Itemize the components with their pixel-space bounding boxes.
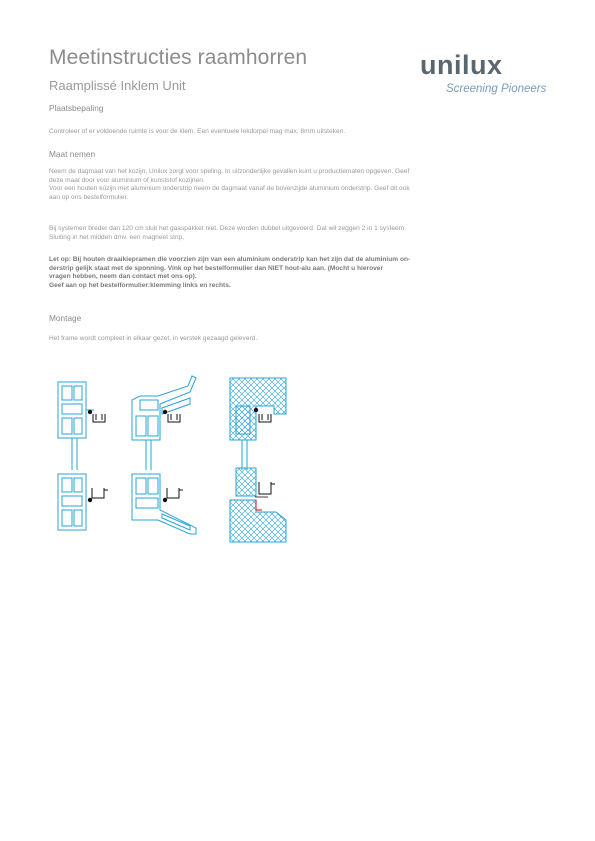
text-line: vragen hebben, neem dan contact met ons op). bbox=[49, 273, 197, 281]
profile-drawings-svg bbox=[50, 370, 300, 550]
logo-wordmark: unilux bbox=[420, 50, 503, 80]
unilux-logo bbox=[420, 50, 560, 100]
heading-plaatsbepaling: Plaatsbepaling bbox=[49, 103, 104, 113]
logo-tagline: Screening Pioneers bbox=[446, 83, 547, 95]
page-title: Meetinstructies raamhorren bbox=[49, 46, 308, 69]
text-line: Geef aan op het bestelformulier:klemming links en rechts. bbox=[49, 281, 231, 289]
text-line: Sluiting in het midden dmv. een magneet strip. bbox=[49, 233, 185, 241]
text-line: Bij systemen breder dan 120 cm sluit het gaaspakket niet. Deze worden dubbel uitgevoerd. Dat wil zeggen 2 in 1 systeem. bbox=[49, 225, 406, 232]
plastic-frame-top-drawing bbox=[58, 382, 105, 470]
page-subtitle: Raamplissé Inklem Unit bbox=[49, 78, 186, 93]
aluminium-frame-top-drawing bbox=[132, 376, 196, 470]
text-maat-nemen-1 bbox=[49, 168, 549, 202]
plastic-frame-bottom-drawing bbox=[58, 474, 108, 530]
text-line: Het frame wordt compleet in elkaar gezet, in verstek gezaagd geleverd. bbox=[49, 335, 258, 342]
text-line: deze maat door voor aluminium of kunststof kozijnen. bbox=[49, 176, 205, 184]
text-line: derstrip gelijk staat met de sponning. Vink op het bestelformulier dan NIET hout-alu aan. (Mocht u hierover bbox=[49, 264, 384, 272]
text-line: Neem de dagmaat van het kozijn. Unilux zorgt voor speling. In uitzonderlijke gevallen kunt u productiematen opgeven. Geef bbox=[49, 168, 410, 175]
heading-maat-nemen: Maat nemen bbox=[49, 149, 96, 159]
text-line: Controleer of er voldoende ruimte is voor de klem. Een eventuele lekdorpel mag max. 8mm uitsteken. bbox=[49, 128, 346, 135]
profile-drawings bbox=[50, 370, 300, 550]
text-line: Voor een houten kozijn met aluminium onderstrip neem de dagmaat vanaf de bovenzijde aluminium onderstrip. Geef dit ook bbox=[49, 185, 410, 193]
heading-montage: Montage bbox=[49, 313, 82, 323]
text-plaatsbepaling bbox=[49, 128, 549, 137]
wood-frame-bottom-drawing bbox=[230, 440, 286, 542]
text-line: aan op ons bestelformulier. bbox=[49, 193, 129, 201]
wood-frame-top-drawing bbox=[230, 378, 286, 470]
text-maat-nemen-warning bbox=[49, 256, 549, 290]
aluminium-frame-bottom-drawing bbox=[132, 474, 196, 534]
text-montage bbox=[49, 335, 549, 344]
text-maat-nemen-2 bbox=[49, 225, 549, 242]
text-line: Let op: Bij houten draaikiepramen die voorzien zijn van een aluminium onderstrip kan het zijn dat de aluminium on- bbox=[49, 256, 411, 263]
